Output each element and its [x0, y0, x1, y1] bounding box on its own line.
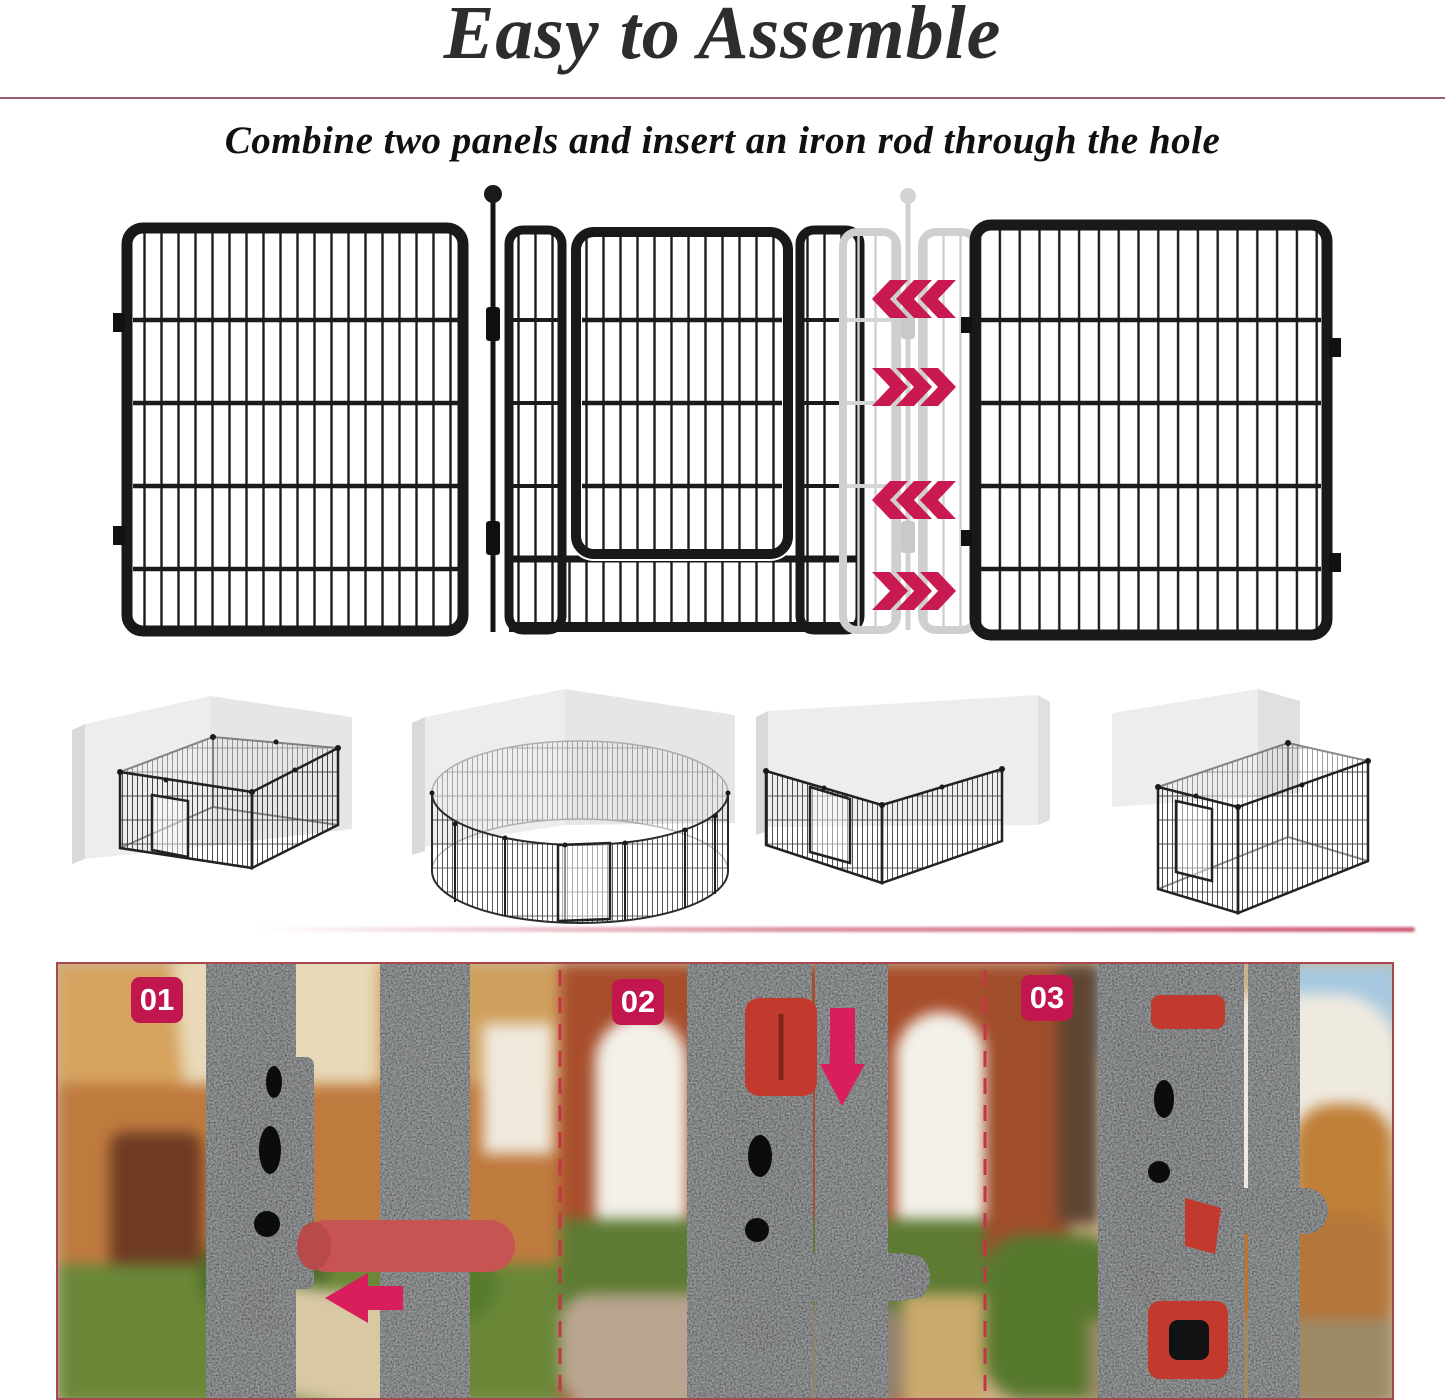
config-rect-pen-corner — [1112, 689, 1371, 913]
step-badge-03: 03 — [1021, 975, 1073, 1021]
step1-red-rod-icon — [297, 1220, 515, 1272]
soft-pink-divider — [255, 927, 1415, 932]
page-subtitle: Combine two panels and insert an iron rod through the hole — [224, 119, 1221, 162]
door-panel — [509, 230, 860, 630]
step2-red-rod-tip-icon — [745, 998, 817, 1096]
configuration-examples — [0, 675, 1445, 930]
config-circular-pen — [412, 689, 735, 923]
step-badge-02: 02 — [612, 979, 664, 1025]
config-u-pen-wall — [756, 695, 1050, 883]
header-divider — [0, 97, 1445, 99]
step-badge-01: 01 — [131, 977, 183, 1023]
assembly-steps-photo — [56, 962, 1394, 1400]
left-fence-panel — [113, 228, 463, 631]
iron-rod-icon — [484, 185, 502, 632]
page-title: Easy to Assemble — [443, 0, 1002, 75]
config-square-pen-corner — [72, 696, 352, 868]
ghost-panel-icon — [843, 188, 976, 630]
hardware-overlay — [58, 964, 1392, 1398]
step1-hinge-bracket — [206, 964, 470, 1398]
panel-assembly-diagram — [0, 180, 1445, 675]
right-fence-panel — [961, 225, 1341, 635]
